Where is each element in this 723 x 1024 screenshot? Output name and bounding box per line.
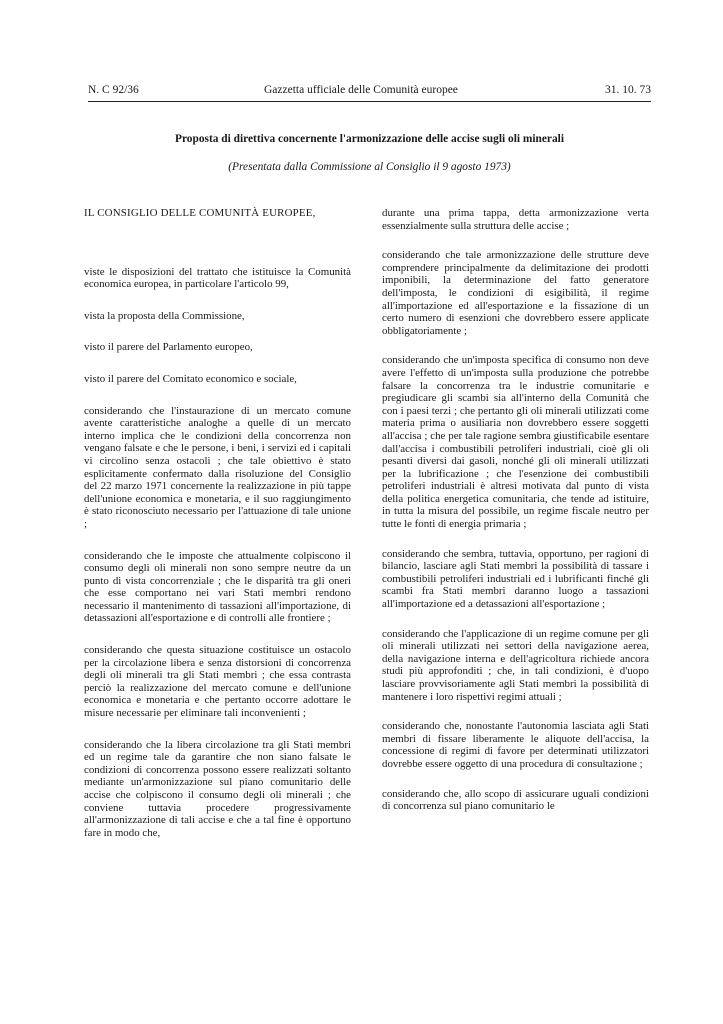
- journal-reference: N. C 92/36: [88, 84, 139, 96]
- recital-consultation: considerando che, nonostante l'autonomia lasciata agli Stati membri di fissare liberamente le aliquote dell'accisa, la concessione di regimi di favore per determinati utilizzatori dovrebbe essere oggetto di una procedura di consultazione ;: [382, 720, 649, 770]
- paragraph-continuation: durante una prima tappa, detta armonizzazione verta essenzialmente sulla struttura delle accise ;: [382, 207, 649, 232]
- council-heading: IL CONSIGLIO DELLE COMUNITÀ EUROPEE,: [84, 207, 316, 219]
- recital-equal-competition: considerando che, allo scopo di assicurare uguali condizioni di concorrenza sul piano comunitario le: [382, 787, 649, 813]
- recital-consumption-tax: considerando che un'imposta specifica di consumo non deve avere l'effetto di un'imposta sulla produzione che potrebbe falsare la concorrenza tra le industrie comunitarie e pregiudicare gli scambi sia all'interno della Comunità che con i paesi terzi ; che pertanto gli oli minerali utilizzati come materia prima o ausiliaria non dovrebbero essere soggetti all'accisa ; che per tale ragione sembra giustificabile esentare dall'accisa i combustibili petroliferi industriali, cioè gli oli pesanti diversi dai gasoli, nonché gli oli minerali utilizzati per la lubrificazione ; che l'esenzione dei combustibili petroliferi industriali è altresì motivata dal punto di vista della politica energetica comunitaria, che tende ad istituire, in tutta la misura del possibile, un regime fiscale neutro per tutte le fonti di energia primaria ;: [382, 354, 649, 531]
- recital-common-market: considerando che l'instaurazione di un mercato comune avente caratteristiche analoghe a quelle di un mercato interno implica che le condizioni della concorrenza non vengano falsate e che le persone, i beni, i servizi ed i capitali vi circolino senza ostacoli ; che tale obiettivo è stato esplicitamente confermato dalla risoluzione del Consiglio del 22 marzo 1971 concernente la realizzazione in più tappe dell'unione economica e monetaria, e il suo raggiungimento è stato riconosciuto necessario per l'attuazione di tale unione ;: [84, 404, 351, 530]
- recital-free-circulation: considerando che la libera circolazione tra gli Stati membri ed un regime tale da garantire che non siano falsate le condizioni di concorrenza possono essere realizzati soltanto mediante un'armonizzazione sul piano comunitario delle accise che colpiscono il consumo degli oli minerali ; che conviene tuttavia procedere progressivamente all'armonizzazione di tali accise e che a tal fine è opportuno fare in modo che,: [84, 738, 351, 839]
- document-subtitle: (Presentata dalla Commissione al Consiglio il 9 agosto 1973): [228, 161, 511, 173]
- recital-structure-harmonisation: considerando che tale armonizzazione delle strutture deve comprendere principalmente da delimitazione dei prodotti imponibili, la determinazione del fatto generatore dell'imposta, le condizioni di esigibilità, il regime all'importazione ed all'esportazione e la fissazione di un certo numero di esenzioni che dovrebbero essere applicate obbligatoriamente ;: [382, 249, 649, 337]
- recital-taxes-neutrality: considerando che le imposte che attualmente colpiscono il consumo degli oli minerali non sono sempre neutre da un punto di vista concorrenziale ; che le disparità tra gli oneri che esse comportano nei vari Stati membri rendono necessario il mantenimento di tassazioni all'importazione, di detassazioni all'esportazione e di controlli alle frontiere ;: [84, 549, 351, 625]
- recital-obstacle: considerando che questa situazione costituisce un ostacolo per la circolazione libera e senza distorsioni di concorrenza degli oli minerali tra gli Stati membri ; che essa contrasta perciò la realizzazione del mercato comune e dell'unione economica e monetaria e che pertanto occorre adottare le misure necessarie per eliminare tali inconvenienti ;: [84, 644, 351, 720]
- recital-parliament-opinion: visto il parere del Parlamento europeo,: [84, 341, 253, 354]
- right-column: [382, 207, 649, 813]
- journal-title: Gazzetta ufficiale delle Comunità europee: [264, 84, 458, 96]
- recital-commission-proposal: vista la proposta della Commissione,: [84, 309, 245, 322]
- recital-budget-reasons: considerando che sembra, tuttavia, opportuno, per ragioni di bilancio, lasciare agli Stati membri la possibilità di tassare i combustibili petroliferi industriali ed i lubrificanti finché gli scambi fra Stati membri daranno luogo a tassazioni all'importazione ed a detassazioni all'esportazione ;: [382, 547, 649, 611]
- publication-date: 31. 10. 73: [605, 84, 651, 96]
- document-title: Proposta di direttiva concernente l'armonizzazione delle accise sugli oli minerali: [174, 133, 564, 145]
- recital-esc-opinion: visto il parere del Comitato economico e sociale,: [84, 372, 297, 385]
- recital-treaty: viste le disposizioni del trattato che istituisce la Comunità economica europea, in particolare l'articolo 99,: [84, 265, 351, 291]
- left-column: [84, 207, 351, 839]
- header-rule: [88, 101, 651, 102]
- recital-common-regime: considerando che l'applicazione di un regime comune per gli oli minerali utilizzati nei settori della navigazione aerea, della navigazione interna e dell'agricoltura richiede ancora studi più approfonditi ; che, in tali condizioni, è d'uopo lasciare provvisoriamente agli Stati membri la possibilità di mantenere i loro rispettivi regimi attuali ;: [382, 627, 649, 703]
- page-header: [88, 84, 651, 100]
